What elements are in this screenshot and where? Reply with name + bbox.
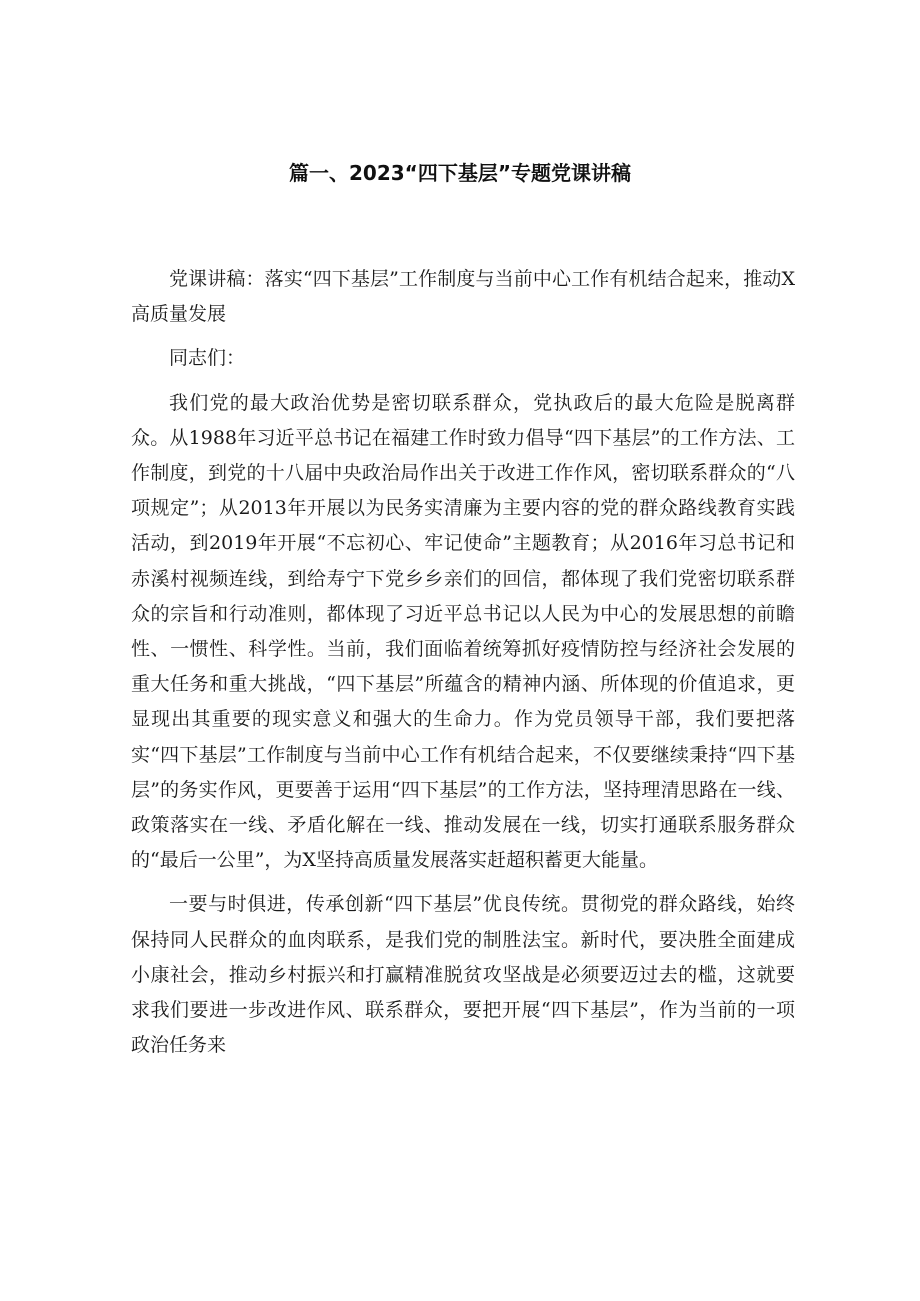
paragraph-salutation: 同志们： <box>169 347 246 370</box>
paragraph: 我们党的最大政治优势是密切联系群众，党执政后的最大危险是脱离群众。从1988年习近平总书记在福建工作时致力倡导“四下基层”的工作方法、工作制度，到党的十八届中央政治局作出关于改进工作作风，密切联系群众的“八项规定”；从2013年开展以为民务实清廉为主要内容的党的群众路线教育实践活动，到2019年开展“不忘初心、牢记使命”主题教育；从2016年习总书记和赤溪村视频连线，到给寿宁下党乡乡亲们的回信，都体现了我们党密切联系群众的宗旨和行动准则，都体现了习近平总书记以人民为中心的发展思想的前瞻性、一惯性、科学性。当前，我们面临着统筹抓好疫情防控与经济社会发展的重大任务和重大挑战，“四下基层”所蕴含的精神内涵、所体现的价值追求，更显现出其重要的现实意义和强大的生命力。作为党员领导干部，我们要把落实“四下基层”工作制度与当前中心工作有机结合起来，不仅要继续秉持“四下基层”的务实作风，更要善于运用“四下基层”的工作方法，坚持理清思路在一线、政策落实在一线、矛盾化解在一线、推动发展在一线，切实打通联系服务群众的“最后一公里”，为X坚持高质量发展落实赶超积蓄更大能量。 <box>131 391 795 872</box>
document-body <box>131 262 795 1072</box>
paragraph: 一要与时俱进，传承创新“四下基层”优良传统。贯彻党的群众路线，始终保持同人民群众的血肉联系，是我们党的制胜法宝。新时代，要决胜全面建成小康社会，推动乡村振兴和打赢精准脱贫攻坚战是必须要迈过去的槛，这就要求我们要进一步改进作风、联系群众，要把开展“四下基层”，作为当前的一项政治任务来 <box>131 893 795 1057</box>
paragraph-subtitle: 党课讲稿：落实“四下基层”工作制度与当前中心工作有机结合起来，推动X高质量发展 <box>131 268 795 326</box>
document-title: 篇一、2023“四下基层”专题党课讲稿 <box>289 161 631 185</box>
